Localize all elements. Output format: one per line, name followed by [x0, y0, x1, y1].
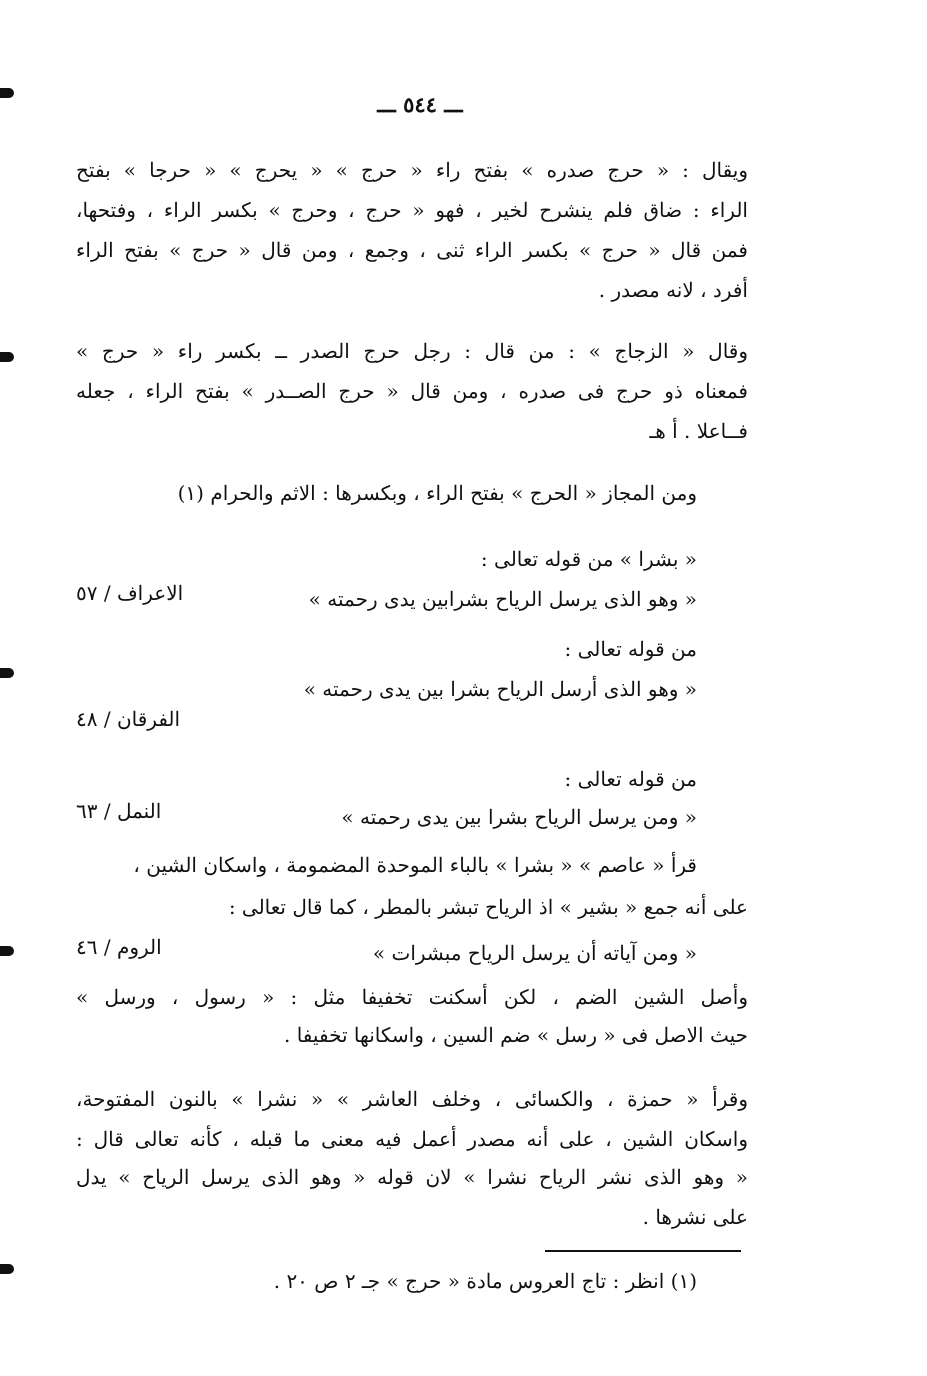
- surah-reference: الاعراف / ٥٧: [76, 581, 184, 605]
- text-line: ومن المجاز « الحرج » بفتح الراء ، وبكسرها : الاثم والحرام (١): [177, 481, 697, 505]
- quran-verse: « ومن آياته أن يرسل الرياح مبشرات »: [372, 941, 697, 965]
- text-line: من قوله تعالى :: [564, 637, 697, 661]
- text-line: فــاعلا . أ هـ: [649, 419, 748, 443]
- text-line: الراء : ضاق فلم ينشرح لخير ، فهو « حرج ، وحرج » بكسر الراء ، وفتحها،: [76, 198, 748, 222]
- text-line: « وهو الذى نشر الرياح نشرا » لان قوله « وهو الذى يرسل الرياح » يدل: [76, 1165, 748, 1189]
- quran-verse: « ومن يرسل الرياح بشرا بين يدى رحمته »: [341, 805, 697, 829]
- text-line: واسكان الشين ، على أنه مصدر أعمل فيه معنى ما قبله ، كأنه تعالى قال :: [76, 1127, 748, 1151]
- page-number: ـــ ٥٤٤ ـــ: [377, 92, 463, 117]
- quran-verse: « وهو الذى أرسل الرياح بشرا بين يدى رحمته »: [303, 677, 697, 701]
- text-line: « بشرا » من قوله تعالى :: [480, 547, 697, 571]
- margin-mark: [0, 668, 14, 678]
- margin-mark: [0, 352, 14, 362]
- surah-reference: النمل / ٦٣: [76, 799, 162, 823]
- text-line: قرأ « عاصم » « بشرا » بالباء الموحدة المضمومة ، واسكان الشين ،: [133, 853, 697, 877]
- margin-mark: [0, 88, 14, 98]
- text-line: فمن قال « حرج » بكسر الراء ثنى ، وجمع ، ومن قال « حرج » بفتح الراء: [76, 238, 748, 262]
- text-line: أفرد ، لانه مصدر .: [598, 278, 748, 302]
- text-line: ويقال : « حرج صدره » بفتح راء « حرج » « يحرج » « حرجا » بفتح: [76, 158, 748, 182]
- surah-reference: الروم / ٤٦: [76, 935, 162, 959]
- footnote-separator: [545, 1250, 741, 1252]
- text-line: وقال « الزجاج » : من قال : رجل حرج الصدر ــ بكسر راء « حرج »: [76, 339, 748, 363]
- text-line: على نشرها .: [642, 1205, 748, 1229]
- text-line: من قوله تعالى :: [564, 767, 697, 791]
- text-line: وأصل الشين الضم ، لكن أسكنت تخفيفا مثل : « رسول ، ورسل »: [76, 985, 748, 1009]
- text-line: على أنه جمع « بشير » اذ الرياح تبشر بالمطر ، كما قال تعالى :: [228, 895, 748, 919]
- quran-verse: « وهو الذى يرسل الرياح بشرابين يدى رحمته »: [308, 587, 697, 611]
- text-line: وقرأ « حمزة ، والكسائى ، وخلف العاشر » « نشرا » بالنون المفتوحة،: [76, 1087, 748, 1111]
- surah-reference: الفرقان / ٤٨: [76, 707, 181, 731]
- margin-mark: [0, 1264, 14, 1274]
- text-line: حيث الاصل فى « رسل » ضم السين ، واسكانها تخفيفا .: [283, 1023, 748, 1047]
- footnote: (١) انظر : تاج العروس مادة « حرج » جـ ٢ ص ٢٠ .: [273, 1269, 697, 1293]
- margin-mark: [0, 946, 14, 956]
- text-line: فمعناه ذو حرج فى صدره ، ومن قال « حرج الصــدر » بفتح الراء ، جعله: [76, 379, 748, 403]
